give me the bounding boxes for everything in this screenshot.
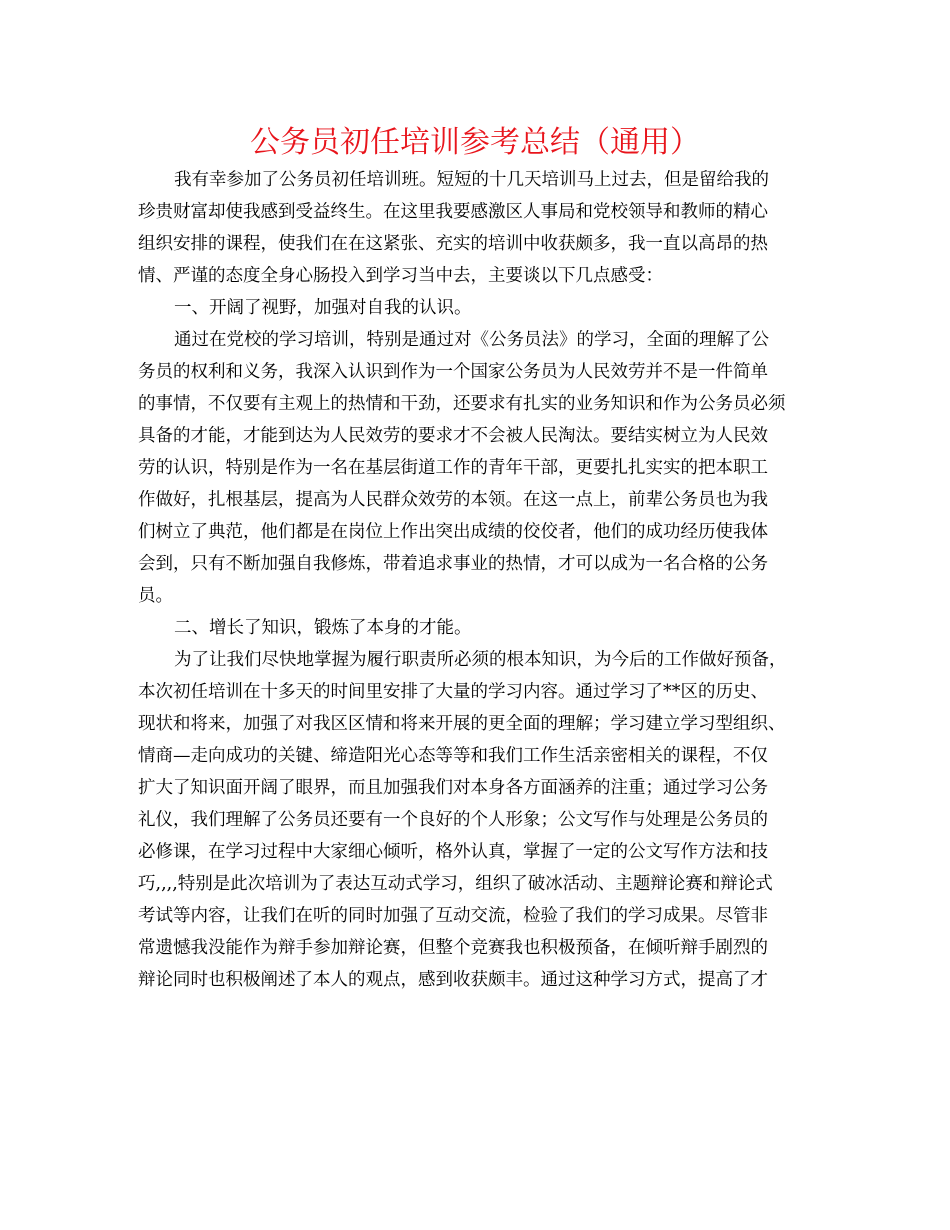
body-line: 情商—走向成功的关键、缔造阳光心态等等和我们工作生活亲密相关的课程，不仅 xyxy=(138,746,768,766)
body-line: 常遗憾我没能作为辩手参加辩论赛，但整个竞赛我也积极预备，在倾听辩手剧烈的 xyxy=(138,938,768,958)
body-line: 我有幸参加了公务员初任培训班。短短的十几天培训马上过去，但是留给我的 xyxy=(174,170,769,190)
body-line: 通过在党校的学习培训，特别是通过对《公务员法》的学习，全面的理解了公 xyxy=(174,330,769,350)
body-line: 二、增长了知识，锻炼了本身的才能。 xyxy=(174,618,472,638)
body-line: 礼仪，我们理解了公务员还要有一个良好的个人形象；公文写作与处理是公务员的 xyxy=(138,810,768,830)
body-line: 情、严谨的态度全身心肠投入到学习当中去，主要谈以下几点感受： xyxy=(138,266,663,286)
body-line: 一、开阔了视野，加强对自我的认识。 xyxy=(174,298,472,318)
body-line: 劳的认识，特别是作为一名在基层街道工作的青年干部，更要扎扎实实的把本职工 xyxy=(138,458,768,478)
body-line: 组织安排的课程，使我们在在这紧张、充实的培训中收获颇多，我一直以高昂的热 xyxy=(138,234,768,254)
document-body xyxy=(138,164,814,996)
body-line: 辩论同时也积极阐述了本人的观点，感到收获颇丰。通过这种学习方式，提高了才 xyxy=(138,970,768,990)
body-line: 的事情，不仅要有主观上的热情和干劲，还要求有扎实的业务知识和作为公务员必须 xyxy=(138,394,786,414)
body-line: 为了让我们尽快地掌握为履行职责所必须的根本知识，为今后的工作做好预备， xyxy=(174,650,787,670)
body-line: 巧,,,,特别是此次培训为了表达互动式学习，组织了破冰活动、主题辩论赛和辩论式 xyxy=(138,874,773,894)
body-line: 们树立了典范，他们都是在岗位上作出突出成绩的佼佼者，他们的成功经历使我体 xyxy=(138,522,768,542)
body-line: 扩大了知识面开阔了眼界，而且加强我们对本身各方面涵养的注重；通过学习公务 xyxy=(138,778,768,798)
document-title: 公务员初任培训参考总结（通用） xyxy=(250,125,700,160)
body-line: 本次初任培训在十多天的时间里安排了大量的学习内容。通过学习了**区的历史、 xyxy=(138,682,768,702)
body-line: 具备的才能，才能到达为人民效劳的要求才不会被人民淘汰。要结实树立为人民效 xyxy=(138,426,768,446)
body-line: 作做好，扎根基层，提高为人民群众效劳的本领。在这一点上，前辈公务员也为我 xyxy=(138,490,768,510)
body-line: 现状和将来，加强了对我区区情和将来开展的更全面的理解；学习建立学习型组织、 xyxy=(138,714,786,734)
body-line: 必修课，在学习过程中大家细心倾听，格外认真，掌握了一定的公文写作方法和技 xyxy=(138,842,768,862)
body-line: 会到，只有不断加强自我修炼，带着追求事业的热情，才可以成为一名合格的公务 xyxy=(138,554,768,574)
body-line: 员。 xyxy=(138,586,173,606)
body-line: 考试等内容，让我们在听的同时加强了互动交流，检验了我们的学习成果。尽管非 xyxy=(138,906,768,926)
body-line: 务员的权利和义务，我深入认识到作为一个国家公务员为人民效劳并不是一件简单 xyxy=(138,362,768,382)
body-line: 珍贵财富却使我感到受益终生。在这里我要感激区人事局和党校领导和教师的精心 xyxy=(138,202,768,222)
